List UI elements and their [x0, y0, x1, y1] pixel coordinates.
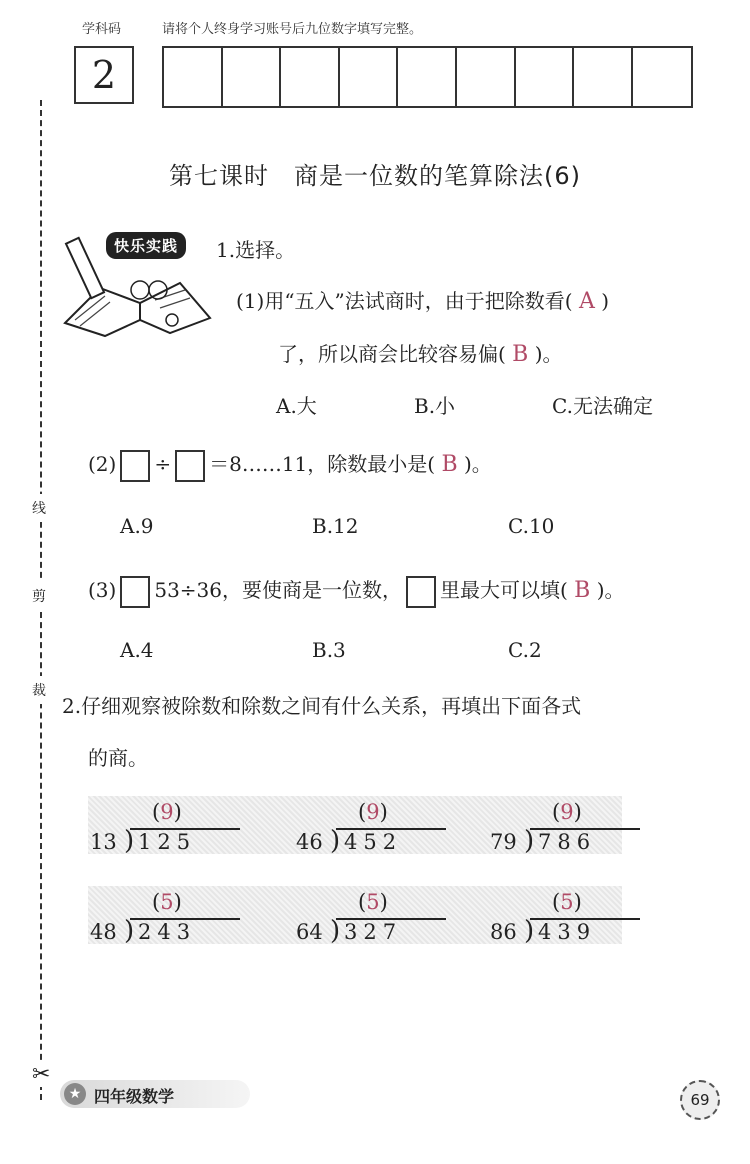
dividend: 327: [344, 920, 403, 944]
q1-p3-prefix: (3): [88, 578, 117, 602]
page-number: 69: [680, 1080, 720, 1120]
q1-p3-option-b: B.3: [312, 638, 346, 662]
book-title: 四年级数学: [94, 1087, 175, 1106]
lesson-title: 第七课时 商是一位数的笔算除法(6): [169, 162, 581, 190]
quotient: (9): [358, 800, 388, 824]
star-icon: ★: [64, 1083, 86, 1105]
digit-box[interactable]: [164, 48, 223, 106]
dividend: 439: [538, 920, 597, 944]
digit-box[interactable]: [574, 48, 633, 106]
digit-box[interactable]: [223, 48, 282, 106]
q1-p2-answer: B: [441, 452, 458, 477]
q1-p1-option-a: A.大: [276, 394, 317, 418]
divisor: 46: [296, 830, 323, 854]
subject-code-label: 学科码: [82, 22, 122, 37]
divisor: 79: [490, 830, 517, 854]
long-division: (5) 86 ) 439: [490, 890, 670, 946]
long-division: (9) 79 ) 786: [490, 800, 670, 856]
q1-p1-option-c: C.无法确定: [552, 394, 653, 418]
long-division: (5) 48 ) 243: [90, 890, 270, 946]
margin-label-trim: 裁: [32, 676, 46, 704]
account-digit-boxes: [162, 46, 693, 108]
account-hint: 请将个人终身学习账号后九位数字填写完整。: [162, 22, 423, 37]
q1-p1-option-b: B.小: [414, 394, 456, 418]
q1-p1-answer2: B: [512, 342, 529, 367]
q1-p1-text-b: ): [601, 289, 610, 313]
margin-label-line: 线: [32, 494, 46, 522]
q1-p2-option-c: C.10: [508, 514, 555, 538]
q1-heading: 1.选择。: [216, 238, 296, 262]
blank-box[interactable]: [120, 450, 150, 482]
q1-p2-prefix: (2): [88, 452, 117, 476]
q1-p2-option-a: A.9: [120, 514, 154, 538]
q1-p2-end: )。: [463, 452, 492, 476]
quotient: (5): [552, 890, 582, 914]
divisor: 48: [90, 920, 117, 944]
margin-label-cut: 剪: [32, 582, 46, 610]
dividend: 243: [138, 920, 197, 944]
divisor: 13: [90, 830, 117, 854]
q1-p3-answer: B: [574, 578, 591, 603]
quotient: (9): [552, 800, 582, 824]
dividend: 786: [538, 830, 597, 854]
digit-box[interactable]: [398, 48, 457, 106]
long-division: (5) 64 ) 327: [296, 890, 476, 946]
q1-p1-text-c: 了，所以商会比较容易偏(: [278, 342, 506, 366]
q1-p1-text-d: )。: [534, 342, 563, 366]
q1-p2-mid: ＝8……11，除数最小是(: [209, 452, 436, 476]
digit-box[interactable]: [633, 48, 692, 106]
q1-p1-line2: [278, 338, 563, 367]
q1-p3-end: )。: [596, 578, 625, 602]
digit-box[interactable]: [340, 48, 399, 106]
q1-p2-option-b: B.12: [312, 514, 359, 538]
long-division: (9) 13 ) 125: [90, 800, 270, 856]
quotient: (5): [152, 890, 182, 914]
digit-box[interactable]: [281, 48, 340, 106]
q1-p3-option-a: A.4: [120, 638, 154, 662]
divisor: 86: [490, 920, 517, 944]
subject-code-box: 2: [74, 46, 134, 104]
digit-box[interactable]: [457, 48, 516, 106]
q1-p1-text-a: (1)用“五入”法试商时，由于把除数看(: [236, 289, 573, 313]
quotient: (9): [152, 800, 182, 824]
dividend: 125: [138, 830, 197, 854]
blank-box[interactable]: [175, 450, 205, 482]
q1-p3-mid2: 里最大可以填(: [440, 578, 568, 602]
q1-p1-line1: [236, 285, 609, 314]
q1-p1-answer1: A: [578, 289, 595, 314]
long-division: (9) 46 ) 452: [296, 800, 476, 856]
blank-box[interactable]: [406, 576, 436, 608]
section-badge: 快乐实践: [106, 232, 186, 259]
blank-box[interactable]: [120, 576, 150, 608]
q1-p2-line: [88, 448, 492, 482]
q1-p3-line: [88, 574, 625, 608]
scissors-icon: ✂: [32, 1062, 51, 1087]
divisor: 64: [296, 920, 323, 944]
q1-p3-mid: 53÷36，要使商是一位数，: [154, 578, 402, 602]
q2-line2: 的商。: [88, 746, 148, 770]
dividend: 452: [344, 830, 403, 854]
quotient: (5): [358, 890, 388, 914]
q2-line1: 2.仔细观察被除数和除数之间有什么关系，再填出下面各式: [62, 694, 582, 718]
q1-p3-option-c: C.2: [508, 638, 542, 662]
q1-p2-div: ÷: [154, 452, 172, 476]
digit-box[interactable]: [516, 48, 575, 106]
